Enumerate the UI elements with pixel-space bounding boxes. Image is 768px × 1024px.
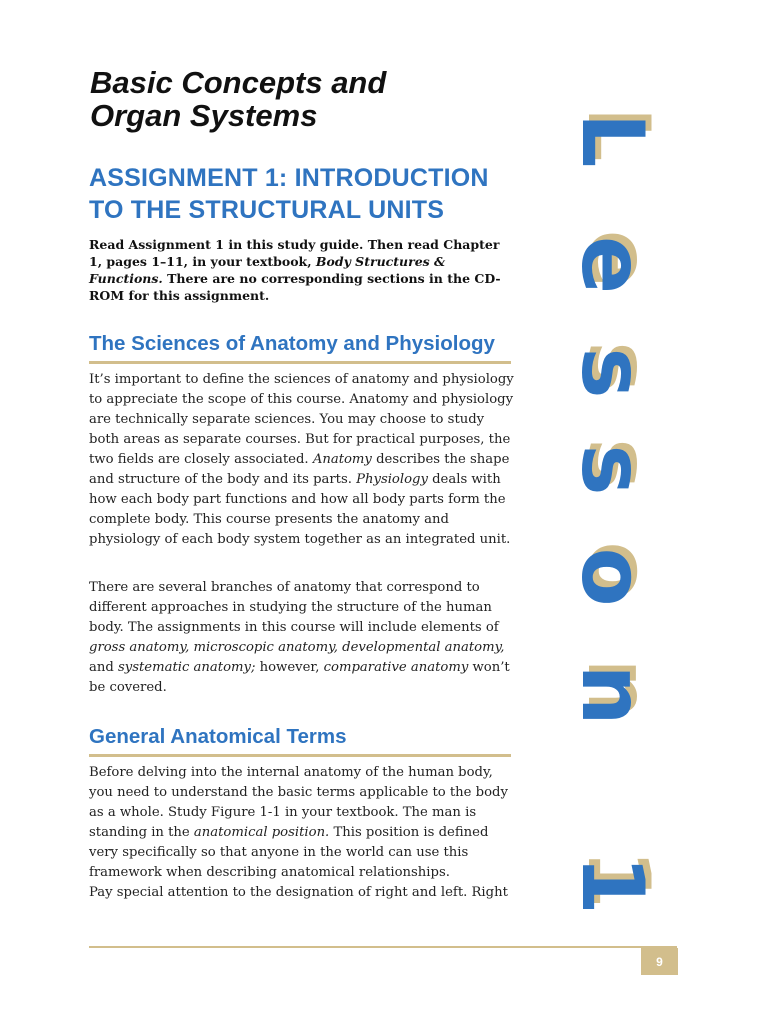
textbook-title: Body Structures & Functions. <box>89 254 446 286</box>
vertical-letter: e <box>562 235 662 295</box>
text-run: This position is defined very specifically so that anyone in the world can use this framework when describing anatomical relationships. <box>89 825 489 880</box>
section-heading-anatomy-physiology: The Sciences of Anatomy and Physiology <box>89 332 495 355</box>
lesson-title <box>90 66 386 132</box>
term-physiology: Physiology <box>356 472 428 487</box>
instructions-text-1: Read Assignment 1 in this study guide. Then read Chapter 1, pages 1–11, in your textbook, <box>89 237 500 269</box>
text-run: describes the shape and structure of the body and its parts. <box>89 452 510 487</box>
lesson-vertical-label <box>562 90 662 915</box>
vertical-letter: n <box>562 664 662 726</box>
term-comparative-anatomy: comparative anatomy <box>323 660 469 675</box>
assignment-heading <box>89 162 489 226</box>
instructions-text-2: There are no corresponding sections in the CD-ROM for this assignment. <box>89 271 501 303</box>
paragraph-anatomy-physiology <box>89 370 514 550</box>
text-run: It’s important to define the sciences of anatomy and physiology to appreciate the scope of this course. Anatomy and physiology are technically separate sciences. You may choose to study both areas as separate courses. But for practical purposes, the two fields are closely associated. <box>89 372 514 467</box>
vertical-letter: 1 <box>562 855 662 915</box>
term-anatomical-position: anatomical position. <box>193 825 330 840</box>
text-run: however, <box>255 660 324 675</box>
text-run: There are several branches of anatomy that correspond to different approaches in studying the structure of the human body. The assignments in this course will include elements of <box>89 580 499 635</box>
text-run: Before delving into the internal anatomy of the human body, you need to understand the basic terms applicable to the body as a whole. Study Figure 1-1 in your textbook. The man is standing in the <box>89 765 508 840</box>
section-divider <box>89 754 511 757</box>
text-run: and <box>89 660 118 675</box>
text-run: won’t be covered. <box>89 660 510 695</box>
assignment-heading-line-1: ASSIGNMENT 1: INTRODUCTION <box>89 164 489 192</box>
lesson-title-line-1: Basic Concepts and <box>90 65 387 100</box>
assignment-instructions <box>89 236 509 304</box>
term-branches: gross anatomy, microscopic anatomy, developmental anatomy, <box>89 640 505 655</box>
page-number: 9 <box>641 948 678 975</box>
footer-divider <box>89 946 677 948</box>
vertical-letter: s <box>562 347 662 399</box>
paragraph-general-terms <box>89 763 514 903</box>
text-run: deals with how each body part functions and how all body parts form the complete body. This course presents the anatomy and physiology of each body system together as an integrated unit. <box>89 472 511 547</box>
assignment-heading-line-2: TO THE STRUCTURAL UNITS <box>89 196 445 224</box>
text-run: Pay special attention to the designation of right and left. Right <box>89 885 508 900</box>
vertical-letter: s <box>562 444 662 496</box>
section-heading-general-terms: General Anatomical Terms <box>89 725 347 748</box>
term-anatomy: Anatomy <box>312 452 372 467</box>
lesson-title-line-2: Organ Systems <box>90 98 318 133</box>
vertical-letter: L <box>562 112 662 168</box>
paragraph-branches-of-anatomy <box>89 578 514 698</box>
vertical-letter: o <box>562 547 662 607</box>
term-systematic-anatomy: systematic anatomy; <box>118 660 256 675</box>
section-divider <box>89 361 511 364</box>
